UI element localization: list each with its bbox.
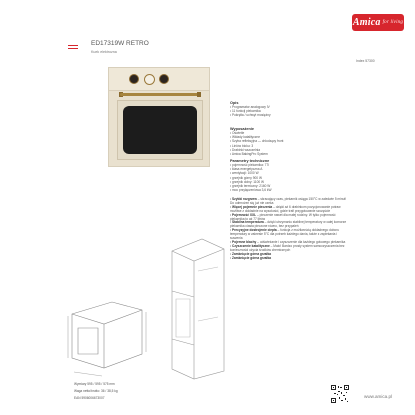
list-item: • Oświetle xyxy=(230,131,283,135)
function-text: – funkcja z możliwością dokładnego doboru temperatury w zakresie 5°C dla potrzeb każdego dania, także z zapiekania i suszenia xyxy=(230,228,340,241)
accent-rule xyxy=(68,45,78,46)
equipment-heading: Wyposażenie xyxy=(230,127,254,131)
oven-door-outline xyxy=(78,328,98,354)
function-title: Czyszczenie katalityczne xyxy=(232,243,270,248)
brand-logo xyxy=(352,14,404,31)
product-index: Index 57300 xyxy=(356,59,375,63)
model-subtitle: Kuek elektrozna xyxy=(91,50,117,54)
oven-outline xyxy=(72,302,142,368)
function-title: Zamknięcie górna grzałka xyxy=(232,255,271,260)
function-title: Zamknięcie górna grzałka xyxy=(232,251,271,256)
knob-icon xyxy=(129,74,139,84)
list-item: • klasa energetyczna A xyxy=(230,167,272,171)
function-text: – Mało! Bardzo prosty system samoczyszczenia bez konieczności użycia środków chemicznych xyxy=(230,243,345,252)
list-item: • Programator analogowy IV xyxy=(230,105,271,109)
dimension-drawing xyxy=(62,292,148,378)
function-title: Szybki rozgrzew xyxy=(232,197,257,201)
accent-rule xyxy=(68,48,78,49)
list-item: • Wkłady katalityczne xyxy=(230,135,283,139)
ean-text: EAN 5906006673007 xyxy=(74,396,105,400)
list-item: • Pokrętła / uchwyt mosiężny xyxy=(230,113,271,117)
clock-dial-icon xyxy=(144,74,155,85)
cabinet-outline xyxy=(172,239,224,379)
model-title: ED17319W RETRO xyxy=(91,40,149,47)
list-item: • grzejnik termiczny: 2160 W xyxy=(230,184,272,188)
function-title: Pojemne blachy xyxy=(232,239,257,244)
shelf-line xyxy=(172,291,194,297)
function-title: Stabilna temperatura xyxy=(232,220,264,225)
dimension-line xyxy=(198,317,218,321)
parameters-heading: Parametry techniczne xyxy=(230,159,270,163)
list-item: • Liniów bloku: 3 xyxy=(230,144,283,148)
function-title: Precyzyjne dostrojenie ciepła xyxy=(232,228,277,233)
parameters-section xyxy=(230,159,272,192)
oven-handle xyxy=(120,93,200,96)
equipment-section xyxy=(230,127,283,156)
qr-code-icon xyxy=(331,385,349,403)
brand-name: Amica xyxy=(352,17,381,28)
functions-section xyxy=(230,198,348,261)
function-text: – odświeżanie i czyszczenie dla każdego gotowego piekarnika xyxy=(256,239,346,244)
features-heading: Opis xyxy=(230,101,239,105)
knob-icon xyxy=(159,74,169,84)
list-item: • Szyba refleksyjna — chłodzący front xyxy=(230,139,283,143)
handle-bracket xyxy=(197,92,201,97)
function-text: – pieczenie nawet dla małej rodziny. W tylko pojemność piekarnika to aż 77 litrów xyxy=(230,212,336,221)
list-item: • grzejnik dolny: 1100 W xyxy=(230,180,272,184)
dimension-line xyxy=(74,372,102,376)
function-title: Pojemność XXL xyxy=(232,212,257,217)
brand-tagline: for living xyxy=(382,20,404,25)
weight-text: Waga netto/brutto: 36 / 38,5 kg xyxy=(74,389,118,393)
oven-top-edge xyxy=(72,310,142,324)
oven-niche xyxy=(176,299,190,337)
oven-window xyxy=(123,106,197,154)
function-item xyxy=(230,257,348,261)
function-text: – dzięki aż 6 drabinkom pozycjonowanie potraw możliwe z dokładnie na wysokości, gdzie trafi przygotowanie szczęście xyxy=(230,204,341,213)
shelf-line xyxy=(172,339,194,345)
dimensions-text: Wymiary 595 / 595 / 575 mm xyxy=(74,382,115,386)
function-title: Więcej pojemnie pieczenia xyxy=(232,204,273,209)
oven-photo xyxy=(108,67,210,167)
installation-drawing xyxy=(162,231,232,381)
list-item: • pojemność piekarnika: 77l xyxy=(230,163,272,167)
dimension-line xyxy=(198,267,218,271)
website-url: www.amica.pl xyxy=(364,394,393,399)
list-item: • moc przyłączeniowa 3,6 kW xyxy=(230,188,272,192)
features-section xyxy=(230,101,271,118)
cabinet-top-edge xyxy=(172,249,224,261)
list-item: • grzejnik górny 900 W xyxy=(230,176,272,180)
function-text: – skracający czas, piekarnik osiąga 150°C w zaledwie 5 minut! Do odmrożeń się już nie czeka xyxy=(230,197,347,205)
list-item: • Amica BakingPro System xyxy=(230,152,283,156)
list-item: • Drabinki wszczelnia xyxy=(230,148,283,152)
function-text: – dzięki utrzymaniu stabilnej temperatury w całej komorze piekarnika ciasta pieczone równo, bez przypaleń xyxy=(230,220,347,229)
list-item: • wentylacji: 1000 W xyxy=(230,171,272,175)
list-item: • 11 funkcji piekarnika xyxy=(230,109,271,113)
